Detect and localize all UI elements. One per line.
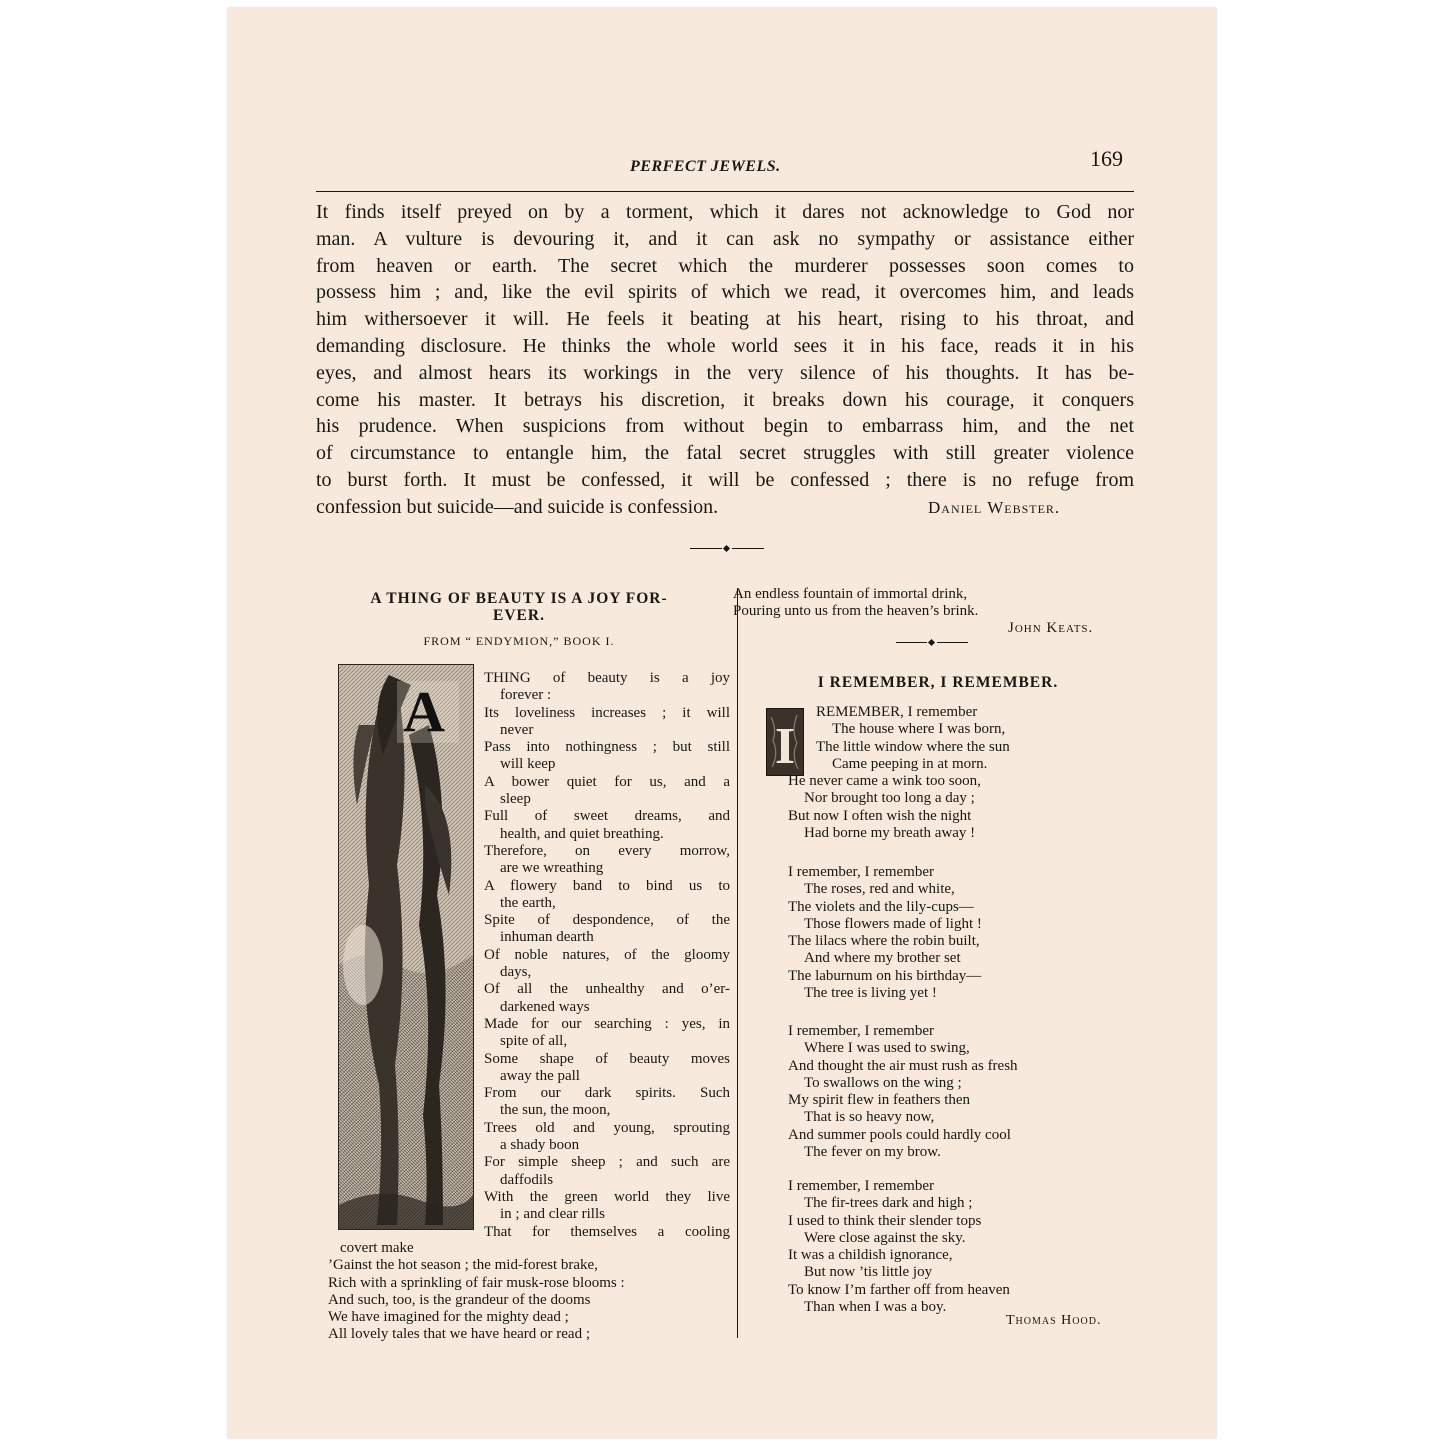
prose-line: him withersoever it will. He feels it beating at his heart, rising to his throat, and — [316, 308, 1134, 331]
keats-poem-title — [320, 590, 718, 624]
poem-line: He never came a wink too soon, — [788, 773, 981, 789]
poem-line: Had borne my breath away ! — [804, 824, 976, 841]
poem-line: The laburnum on his birthday— — [788, 967, 982, 984]
poem-line: THING of beauty is a joy — [484, 670, 730, 686]
hood-stanza-3 — [788, 1023, 1108, 1161]
poem-line: A bower quiet for us, and a — [484, 773, 730, 790]
poem-line: I remember, I remember — [788, 864, 934, 880]
poem-line: are we wreathing — [500, 860, 604, 877]
hood-stanza-2 — [788, 864, 1108, 1002]
book-page — [228, 8, 1216, 1438]
poem-line: And thought the air must rush as fresh — [788, 1057, 1018, 1074]
prose-line: come his master. It betrays his discretion, it breaks down his courage, it conquers — [316, 388, 1134, 411]
poem-line: With the green world they live — [484, 1188, 730, 1205]
poem-line: And where my brother set — [804, 950, 961, 967]
poem-line: We have imagined for the mighty dead ; — [328, 1309, 569, 1326]
poem-line: the sun, the moon, — [500, 1102, 611, 1119]
column-divider — [737, 588, 738, 1338]
section-ornament — [690, 544, 764, 554]
prose-line: man. A vulture is devouring it, and it can ask no sympathy or assistance either — [316, 227, 1134, 250]
poem-line: Therefore, on every morrow, — [484, 842, 730, 859]
poem-line: That is so heavy now, — [804, 1109, 935, 1126]
poem-line: never — [500, 721, 534, 738]
keats-poem-wide-block — [328, 1240, 728, 1344]
dropcap-i — [766, 708, 804, 776]
poem-line: The house where I was born, — [832, 721, 1006, 738]
hood-stanza-1-continued — [788, 773, 1108, 842]
keats-poem-source: FROM “ ENDYMION,” BOOK I. — [423, 634, 615, 648]
page-number: 169 — [1090, 146, 1123, 171]
poem-line: Came peeping in at morn. — [832, 755, 988, 772]
poem-line: The little window where the sun — [816, 738, 1010, 755]
poem-line: ’Gainst the hot season ; the mid-forest brake, — [328, 1257, 598, 1274]
poem-line: The tree is living yet ! — [804, 985, 937, 1002]
poem-line: Than when I was a boy. — [804, 1299, 947, 1316]
poem-line: An endless fountain of immortal drink, — [733, 586, 968, 602]
poem-line: The fever on my brow. — [804, 1144, 941, 1161]
poem-line: will keep — [500, 756, 556, 773]
tree-engraving-illustration — [338, 664, 474, 1230]
poem-line: To know I’m farther off from heaven — [788, 1281, 1010, 1298]
poem-line: daffodils — [500, 1171, 554, 1188]
prose-line: It finds itself preyed on by a torment, which it dares not acknowledge to God nor — [316, 201, 1134, 223]
poem-line: That for themselves a cooling — [484, 1223, 730, 1240]
keats-poem-narrow-block — [484, 670, 730, 1241]
poem-line: The fir-trees dark and high ; — [804, 1195, 973, 1212]
tree-engraving-image — [339, 665, 473, 1229]
poem-line: Nor brought too long a day ; — [804, 790, 975, 807]
poem-line: forever : — [500, 687, 552, 704]
poem-line: Trees old and young, sprouting — [484, 1119, 730, 1136]
keats-attribution: John Keats. — [1008, 620, 1094, 636]
poem-line: For simple sheep ; and such are — [484, 1154, 730, 1171]
poem-line: The violets and the lily-cups— — [788, 898, 974, 915]
poem-line: Pass into nothingness ; but still — [484, 739, 730, 756]
dropcap-a — [397, 679, 459, 744]
poem-line: And such, too, is the grandeur of the dooms — [328, 1291, 591, 1308]
poem-line: From our dark spirits. Such — [484, 1085, 730, 1102]
prose-line: of circumstance to entangle him, the fatal secret struggles with still greater violence — [316, 442, 1134, 465]
poem-line: And summer pools could hardly cool — [788, 1126, 1011, 1143]
hood-poem-title: I REMEMBER, I REMEMBER. — [817, 674, 1059, 691]
poem-line: the earth, — [500, 894, 556, 911]
poem-line: But now I often wish the night — [788, 807, 972, 824]
prose-line: from heaven or earth. The secret which the murderer possesses soon comes to — [316, 254, 1134, 277]
hood-attribution: Thomas Hood. — [1006, 1313, 1102, 1328]
hood-stanza-4 — [788, 1178, 1108, 1316]
poem-line: Spite of despondence, of the — [484, 912, 730, 929]
poem-line: darkened ways — [500, 998, 590, 1015]
header-rule — [316, 191, 1134, 192]
keats-poem-continued — [733, 586, 1133, 621]
svg-text:A: A — [403, 679, 445, 744]
hood-stanza-1 — [816, 704, 1136, 773]
poem-line: Those flowers made of light ! — [804, 915, 982, 932]
prose-line: his prudence. When suspicions from without begin to embarrass him, and the net — [316, 415, 1134, 438]
poem-line: Of all the unhealthy and o’er- — [484, 981, 730, 998]
poem-line: health, and quiet breathing. — [500, 825, 664, 842]
poem-line: Made for our searching : yes, in — [484, 1015, 730, 1032]
poem-line: Of noble natures, of the gloomy — [484, 946, 730, 963]
poem-line: inhuman dearth — [500, 929, 594, 946]
dropcap-i-ornament — [767, 709, 803, 775]
keats-title-line-1: A THING OF BEAUTY IS A JOY FOR- — [370, 590, 668, 607]
poem-line: Where I was used to swing, — [804, 1040, 970, 1057]
poem-line: REMEMBER, I remember — [816, 704, 978, 720]
poem-line: sleep — [500, 791, 531, 808]
poem-line: Its loveliness increases ; it will — [484, 704, 730, 721]
svg-text:I: I — [774, 718, 796, 775]
webster-attribution: Daniel Webster. — [928, 498, 1061, 517]
poem-line: a shady boon — [500, 1137, 580, 1154]
prose-line: possess him ; and, like the evil spirits of which we read, it overcomes him, and leads — [316, 281, 1134, 304]
running-title: PERFECT JEWELS. — [630, 158, 781, 175]
poem-line: To swallows on the wing ; — [804, 1074, 962, 1091]
poem-line: Rich with a sprinkling of fair musk-rose blooms : — [328, 1274, 625, 1291]
prose-line: confession but suicide—and suicide is confession. — [316, 495, 719, 518]
poem-line: All lovely tales that we have heard or read ; — [328, 1326, 590, 1343]
prose-line: demanding disclosure. He thinks the whole world sees it in his face, reads it in his — [316, 334, 1134, 357]
poem-line: Pouring unto us from the heaven’s brink. — [733, 603, 979, 620]
poem-line: The roses, red and white, — [804, 881, 955, 898]
poem-line: I used to think their slender tops — [788, 1212, 982, 1229]
poem-line: My spirit flew in feathers then — [788, 1092, 971, 1109]
poem-line: It was a childish ignorance, — [788, 1247, 953, 1264]
section-ornament — [896, 638, 968, 648]
webster-prose — [316, 199, 1134, 521]
poem-line: Full of sweet dreams, and — [484, 808, 730, 825]
poem-line: But now ’tis little joy — [804, 1264, 933, 1281]
poem-line: Some shape of beauty moves — [484, 1050, 730, 1067]
poem-line: days, — [500, 964, 532, 981]
prose-line: eyes, and almost hears its workings in the very silence of his thoughts. It has be- — [316, 361, 1134, 384]
poem-line: Were close against the sky. — [804, 1229, 966, 1246]
poem-line: spite of all, — [500, 1033, 568, 1050]
poem-line: The lilacs where the robin built, — [788, 933, 980, 950]
poem-line: A flowery band to bind us to — [484, 877, 730, 894]
poem-line: in ; and clear rills — [500, 1206, 605, 1223]
poem-line: I remember, I remember — [788, 1178, 934, 1194]
keats-title-line-2: EVER. — [493, 607, 545, 624]
poem-line: covert make — [340, 1240, 414, 1256]
poem-line: away the pall — [500, 1067, 580, 1084]
prose-line: to burst forth. It must be confessed, it will be confessed ; there is no refuge from — [316, 468, 1134, 491]
poem-line: I remember, I remember — [788, 1023, 934, 1039]
